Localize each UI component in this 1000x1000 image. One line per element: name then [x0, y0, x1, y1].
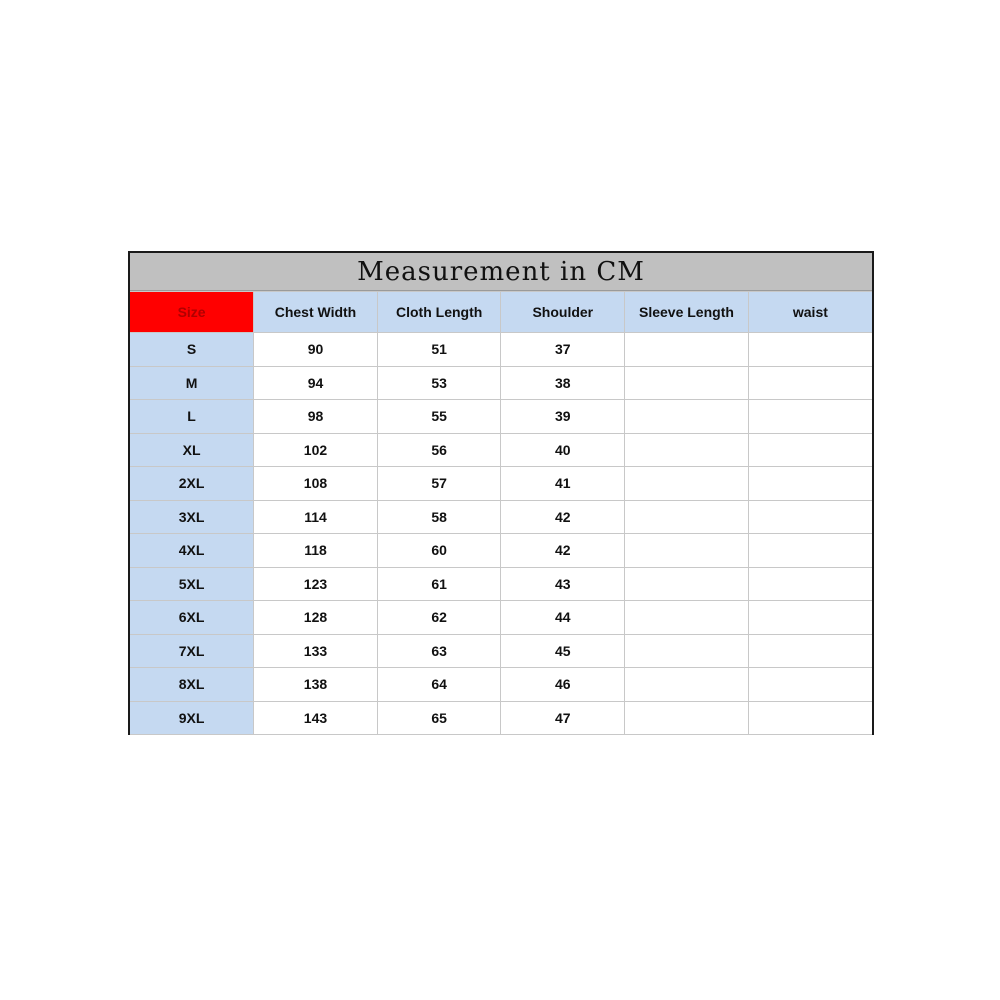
- table-row: [130, 534, 872, 568]
- sleeve-length-cell: [625, 567, 749, 601]
- chest-width-cell: 133: [254, 634, 378, 668]
- shoulder-cell: 43: [501, 567, 625, 601]
- waist-cell: [748, 534, 872, 568]
- chest-width-cell: 128: [254, 601, 378, 635]
- cloth-length-cell: 57: [377, 467, 501, 501]
- shoulder-cell: 42: [501, 500, 625, 534]
- shoulder-cell: 38: [501, 366, 625, 400]
- sleeve-length-cell: [625, 500, 749, 534]
- table-row: [130, 601, 872, 635]
- chest-width-cell: 102: [254, 433, 378, 467]
- table-row: [130, 400, 872, 434]
- header-row: [130, 292, 872, 333]
- waist-cell: [748, 500, 872, 534]
- waist-cell: [748, 601, 872, 635]
- table-row: [130, 366, 872, 400]
- cloth-length-cell: 56: [377, 433, 501, 467]
- waist-cell: [748, 366, 872, 400]
- waist-cell: [748, 400, 872, 434]
- sleeve-length-cell: [625, 534, 749, 568]
- size-cell: 3XL: [130, 500, 254, 534]
- size-cell: 5XL: [130, 567, 254, 601]
- table-row: [130, 333, 872, 367]
- chest-width-cell: 118: [254, 534, 378, 568]
- cloth-length-cell: 55: [377, 400, 501, 434]
- shoulder-cell: 41: [501, 467, 625, 501]
- size-cell: M: [130, 366, 254, 400]
- size-cell: 6XL: [130, 601, 254, 635]
- chest-width-cell: 143: [254, 701, 378, 735]
- size-chart: [128, 251, 874, 735]
- sleeve-length-cell: [625, 400, 749, 434]
- shoulder-cell: 39: [501, 400, 625, 434]
- shoulder-cell: 37: [501, 333, 625, 367]
- measurement-table: [130, 291, 872, 735]
- cloth-length-cell: 51: [377, 333, 501, 367]
- cloth-length-cell: 62: [377, 601, 501, 635]
- waist-cell: [748, 333, 872, 367]
- column-header-size: Size: [130, 292, 254, 333]
- sleeve-length-cell: [625, 333, 749, 367]
- waist-cell: [748, 668, 872, 702]
- shoulder-cell: 46: [501, 668, 625, 702]
- chest-width-cell: 90: [254, 333, 378, 367]
- waist-cell: [748, 433, 872, 467]
- column-header-shoulder: Shoulder: [501, 292, 625, 333]
- size-cell: 2XL: [130, 467, 254, 501]
- cloth-length-cell: 64: [377, 668, 501, 702]
- shoulder-cell: 44: [501, 601, 625, 635]
- column-header-cloth-length: Cloth Length: [377, 292, 501, 333]
- size-cell: 9XL: [130, 701, 254, 735]
- cloth-length-cell: 65: [377, 701, 501, 735]
- size-cell: 4XL: [130, 534, 254, 568]
- size-cell: 8XL: [130, 668, 254, 702]
- size-cell: L: [130, 400, 254, 434]
- cloth-length-cell: 61: [377, 567, 501, 601]
- size-cell: XL: [130, 433, 254, 467]
- size-cell: S: [130, 333, 254, 367]
- cloth-length-cell: 60: [377, 534, 501, 568]
- chest-width-cell: 138: [254, 668, 378, 702]
- sleeve-length-cell: [625, 634, 749, 668]
- table-row: [130, 467, 872, 501]
- sleeve-length-cell: [625, 701, 749, 735]
- sleeve-length-cell: [625, 433, 749, 467]
- waist-cell: [748, 701, 872, 735]
- chest-width-cell: 108: [254, 467, 378, 501]
- sleeve-length-cell: [625, 467, 749, 501]
- shoulder-cell: 42: [501, 534, 625, 568]
- table-row: [130, 634, 872, 668]
- table-row: [130, 567, 872, 601]
- sleeve-length-cell: [625, 668, 749, 702]
- cloth-length-cell: 58: [377, 500, 501, 534]
- title-bar: [130, 253, 872, 291]
- cloth-length-cell: 53: [377, 366, 501, 400]
- cloth-length-cell: 63: [377, 634, 501, 668]
- shoulder-cell: 45: [501, 634, 625, 668]
- chest-width-cell: 98: [254, 400, 378, 434]
- chest-width-cell: 123: [254, 567, 378, 601]
- table-row: [130, 500, 872, 534]
- chart-title: Measurement in CM: [357, 256, 645, 287]
- chest-width-cell: 114: [254, 500, 378, 534]
- shoulder-cell: 40: [501, 433, 625, 467]
- column-header-waist: waist: [748, 292, 872, 333]
- table-row: [130, 701, 872, 735]
- column-header-chest-width: Chest Width: [254, 292, 378, 333]
- table-body: [130, 333, 872, 735]
- chest-width-cell: 94: [254, 366, 378, 400]
- sleeve-length-cell: [625, 366, 749, 400]
- waist-cell: [748, 467, 872, 501]
- waist-cell: [748, 634, 872, 668]
- table-row: [130, 433, 872, 467]
- size-cell: 7XL: [130, 634, 254, 668]
- shoulder-cell: 47: [501, 701, 625, 735]
- waist-cell: [748, 567, 872, 601]
- sleeve-length-cell: [625, 601, 749, 635]
- table-row: [130, 668, 872, 702]
- column-header-sleeve-length: Sleeve Length: [625, 292, 749, 333]
